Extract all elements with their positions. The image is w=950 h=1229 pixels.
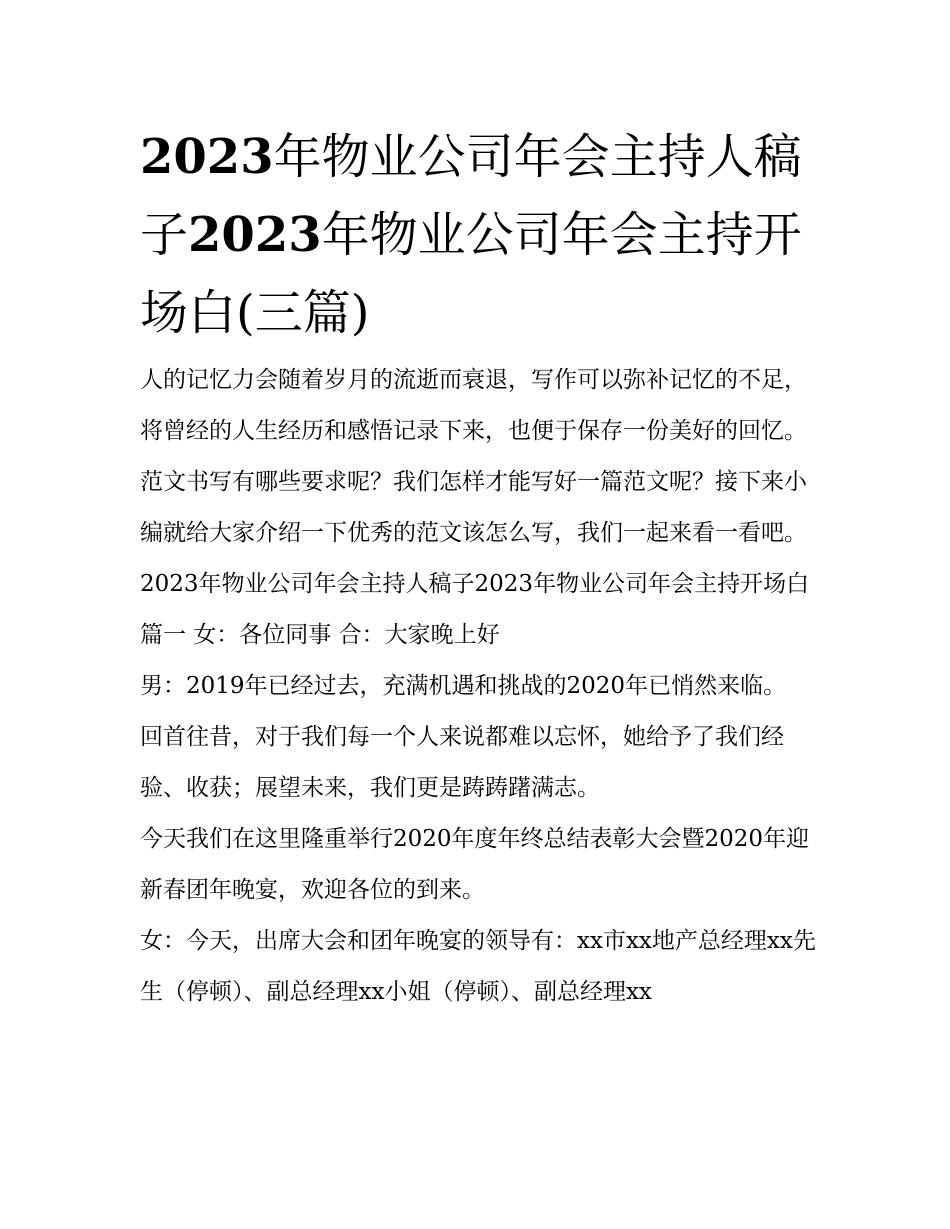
paragraph: 今天我们在这里隆重举行2020年度年终总结表彰大会暨2020年迎新春团年晚宴，欢迎各位的到来。 — [140, 826, 810, 903]
paragraph: 男：2019年已经过去，充满机遇和挑战的2020年已悄然来临。 — [140, 673, 787, 699]
title-year-2: 2023 — [188, 207, 322, 263]
title-text-2: 年物业公司年会主持开场白(三篇) — [140, 207, 802, 341]
paragraph-heading: 2023年物业公司年会主持人稿子2023年物业公司年会主持开场白篇一 女：各位同事 合：大家晚上好 — [140, 571, 810, 648]
paragraph: 回首往昔，对于我们每一个人来说都难以忘怀，她给予了我们经验、收获；展望未来，我们更是踌踌躇满志。 — [140, 724, 784, 801]
paragraph-intro: 人的记忆力会随着岁月的流逝而衰退，写作可以弥补记忆的不足，将曾经的人生经历和感悟记录下来，也便于保存一份美好的回忆。范文书写有哪些要求呢？我们怎样才能写好一篇范文呢？接下来小编就给大家介绍一下优秀的范文该怎么写，我们一起来看一看吧。 — [140, 367, 807, 546]
document-title — [140, 118, 830, 352]
document-body — [140, 355, 820, 1018]
paragraph: 女：今天，出席大会和团年晚宴的领导有：xx市xx地产总经理xx先生（停顿）、副总经理xx小姐（停顿）、副总经理xx — [140, 928, 816, 1005]
title-year-1: 2023 — [140, 129, 274, 185]
title-text-1: 年物业公司年会主持人稿子 — [140, 129, 802, 263]
